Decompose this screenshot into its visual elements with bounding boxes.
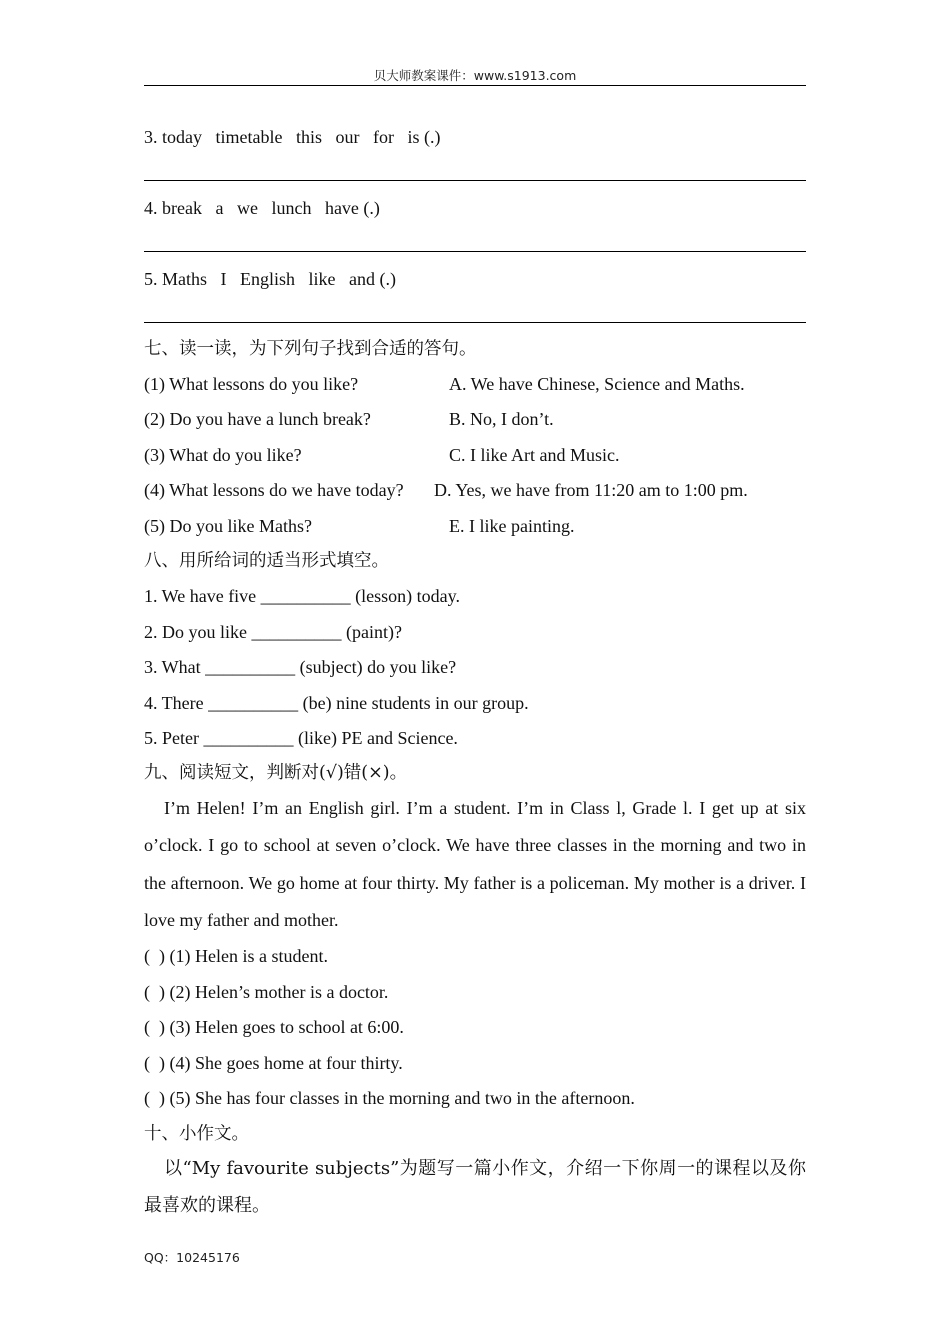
section9-title: 九、阅读短文，判断对(√)错(×)。 [144, 763, 408, 783]
fill-blank-item: 1. We have five __________ (lesson) today. [144, 586, 460, 606]
match-question: (4) What lessons do we have today? [144, 480, 404, 500]
match-answer: C. I like Art and Music. [449, 445, 620, 465]
reading-passage: I’m Helen! I’m an English girl. I’m a student. I’m in Class l, Grade l. I get up at six o’clock. I go to school at seven o’clock. We have three classes in the morning and two in the afternoon. We go home at four thirty. My father is a policeman. My mother is a driver. I love my father and mother. [144, 798, 806, 930]
answer-line [144, 251, 806, 252]
match-question: (5) Do you like Maths? [144, 516, 312, 536]
reorder-item-4: 4. break a we lunch have (.) [144, 198, 380, 218]
section10-title: 十、小作文。 [144, 1124, 249, 1144]
match-answer: B. No, I don’t. [449, 409, 554, 429]
reorder-item-3: 3. today timetable this our for is (.) [144, 127, 441, 147]
match-answer: E. I like painting. [449, 516, 575, 536]
fill-blank-item: 3. What __________ (subject) do you like? [144, 657, 457, 677]
judge-item: ( ) (3) Helen goes to school at 6:00. [144, 1017, 404, 1037]
fill-blank-item: 5. Peter __________ (like) PE and Science. [144, 728, 458, 748]
section7-title: 七、读一读，为下列句子找到合适的答句。 [144, 339, 477, 359]
judge-item: ( ) (4) She goes home at four thirty. [144, 1053, 403, 1073]
match-question: (2) Do you have a lunch break? [144, 409, 371, 429]
answer-line [144, 180, 806, 181]
fill-blank-item: 2. Do you like __________ (paint)? [144, 622, 402, 642]
composition-prompt: 以“My favourite subjects”为题写一篇小作文，介绍一下你周一的课程以及你最喜欢的课程。 [144, 1158, 806, 1216]
match-question: (1) What lessons do you like? [144, 374, 359, 394]
page-footer: QQ：10245176 [144, 1250, 240, 1265]
header-rule [144, 85, 806, 86]
judge-item: ( ) (1) Helen is a student. [144, 946, 328, 966]
section8-title: 八、用所给词的适当形式填空。 [144, 551, 389, 571]
match-question: (3) What do you like? [144, 445, 302, 465]
answer-line [144, 322, 806, 323]
fill-blank-item: 4. There __________ (be) nine students in our group. [144, 693, 529, 713]
page-header: 贝大师教案课件：www.s1913.com [373, 68, 577, 83]
judge-item: ( ) (5) She has four classes in the morning and two in the afternoon. [144, 1088, 635, 1108]
match-answer: A. We have Chinese, Science and Maths. [449, 374, 745, 394]
judge-item: ( ) (2) Helen’s mother is a doctor. [144, 982, 389, 1002]
match-answer: D. Yes, we have from 11:20 am to 1:00 pm. [434, 480, 748, 500]
reorder-item-5: 5. Maths I English like and (.) [144, 269, 396, 289]
